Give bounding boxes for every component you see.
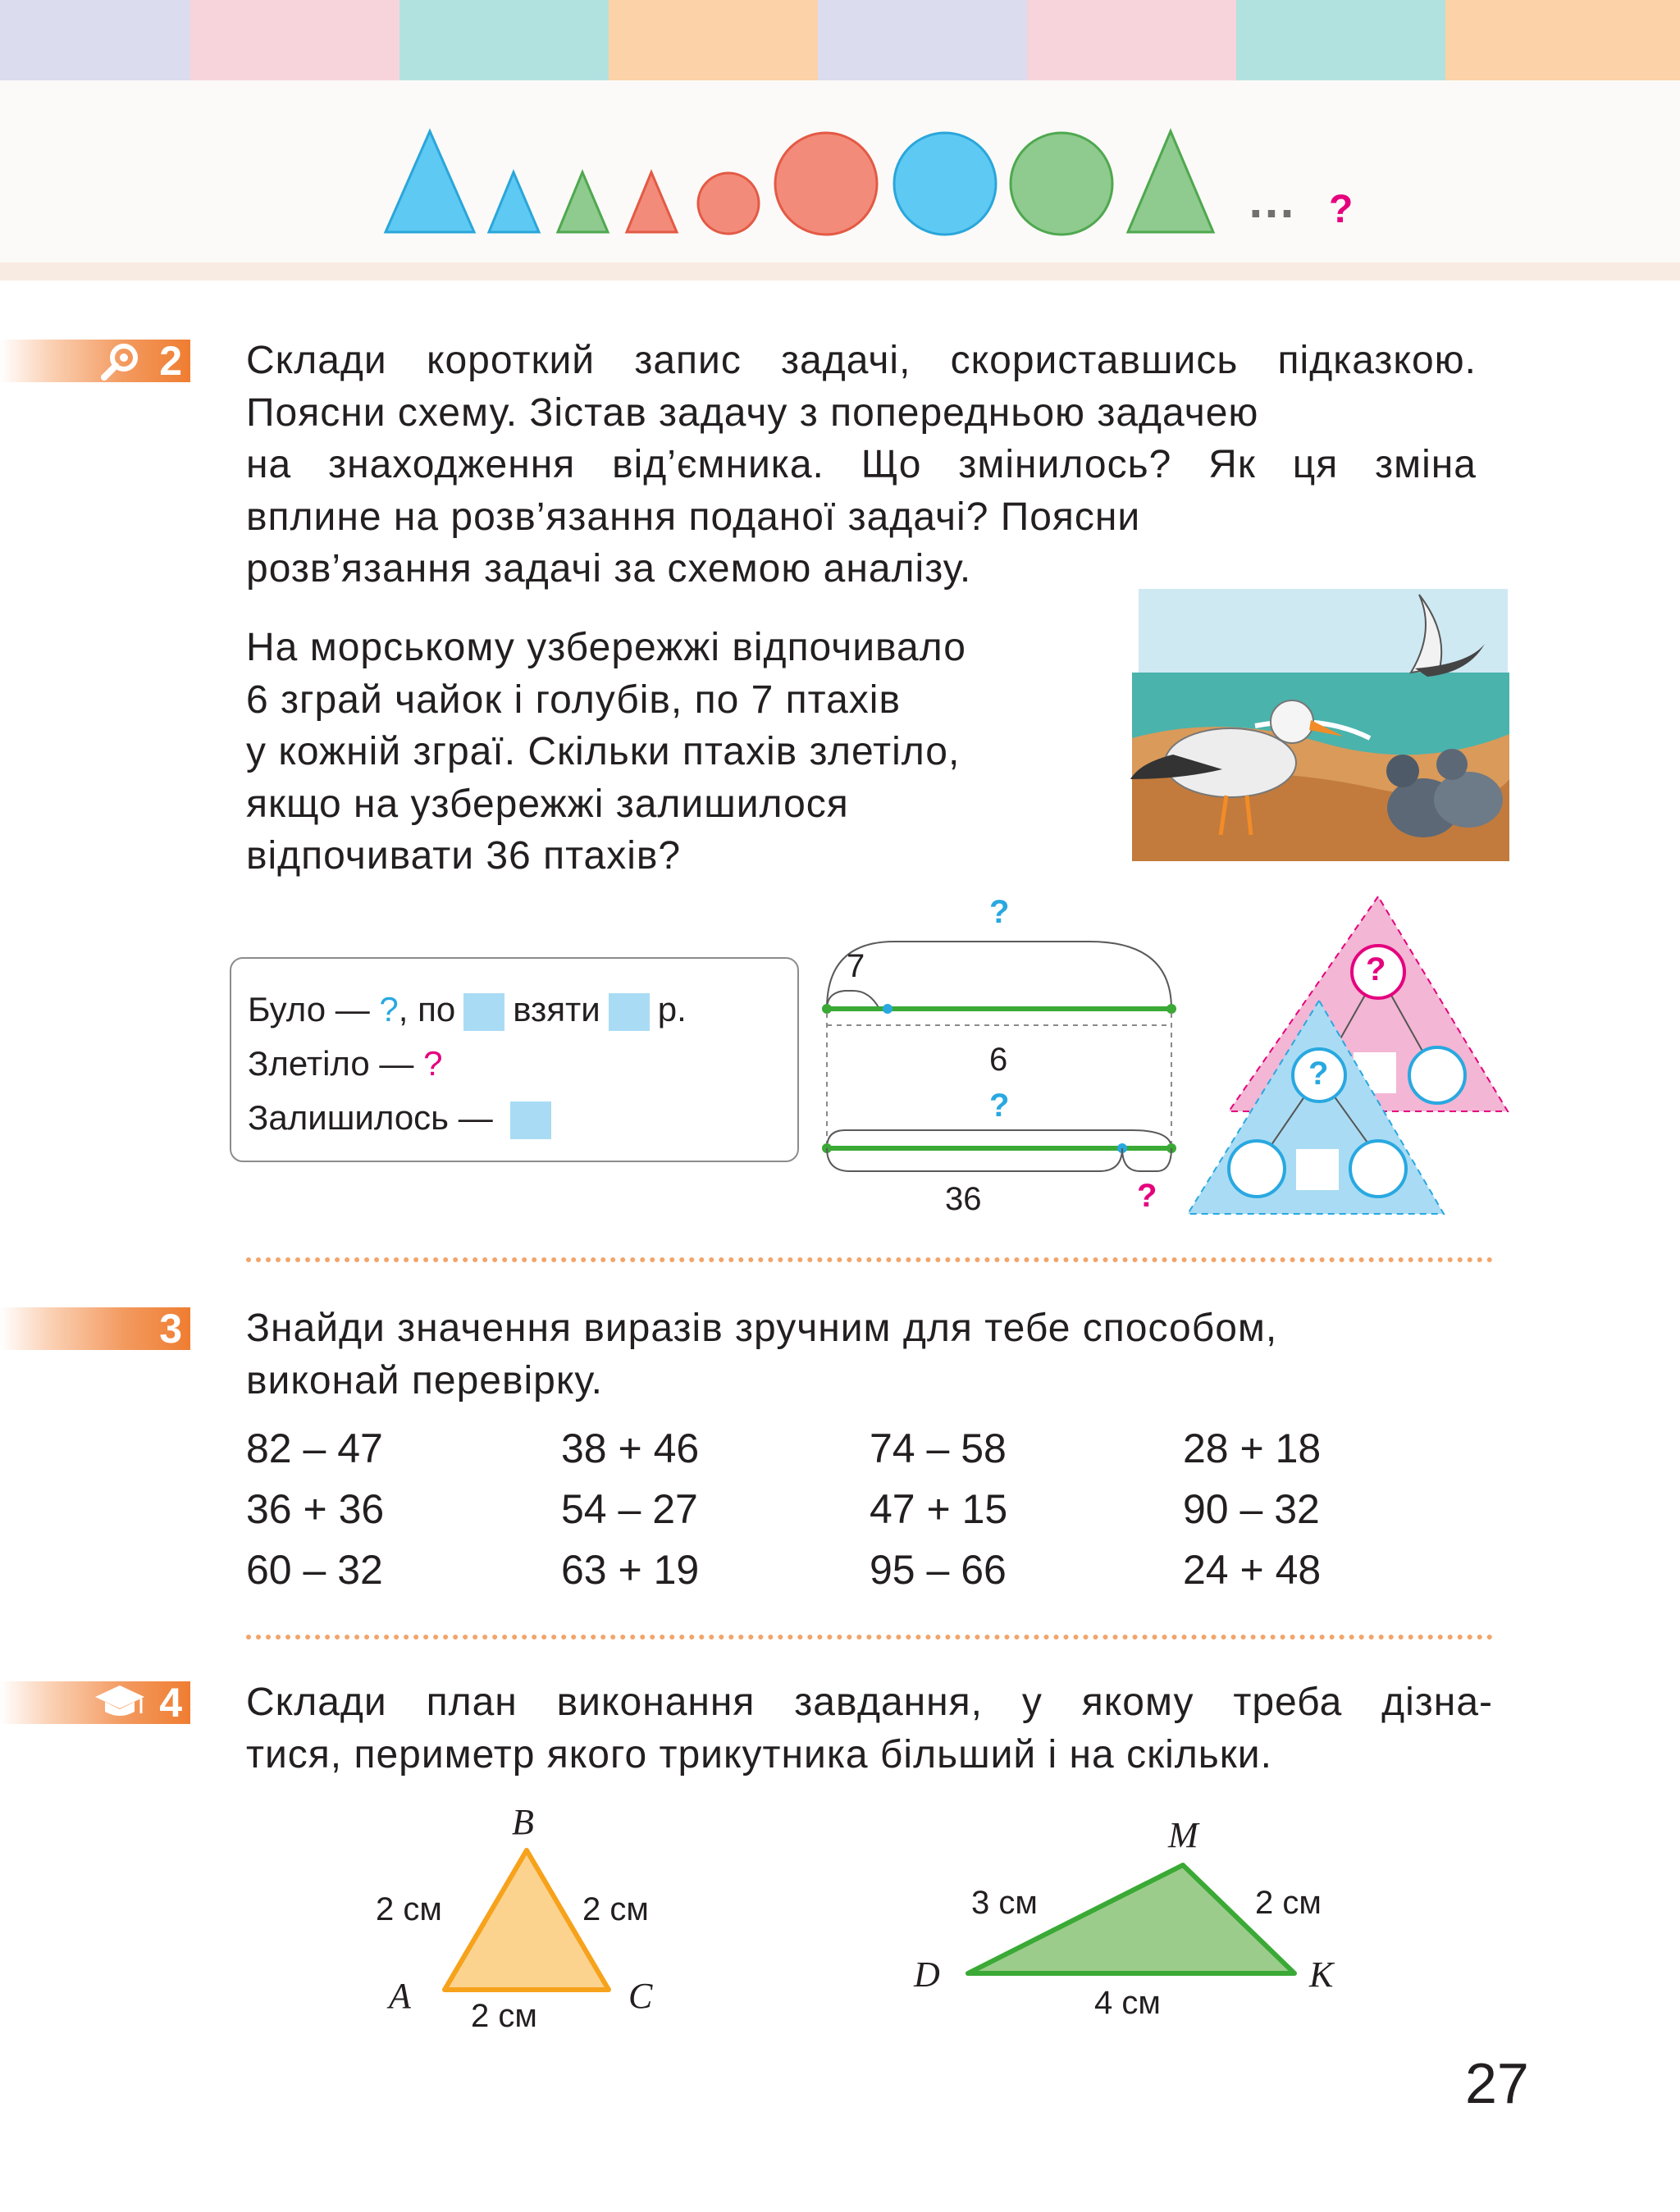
expression: 74 – 58 [870, 1425, 1007, 1471]
answer-blank[interactable] [609, 993, 650, 1031]
pattern-shape-7 [894, 133, 996, 235]
task-2-problem [246, 622, 1066, 883]
pattern-shape-5 [698, 173, 759, 234]
answer-circle[interactable] [1229, 1141, 1285, 1197]
stripe [0, 0, 190, 80]
seashore-birds-illustration [1124, 574, 1518, 878]
record-label: , по [398, 990, 456, 1028]
instruction-line: вплине на розв’язання поданої задачі? Поясни [246, 495, 1141, 539]
scheme-label-7: 7 [847, 948, 865, 984]
vertex-a: A [389, 1976, 411, 2016]
answer-square[interactable] [1296, 1149, 1339, 1190]
analysis-tree [1181, 890, 1518, 1218]
problem-line: На морському узбережжі відпочивало [246, 626, 966, 669]
task-number: 2 [159, 338, 182, 384]
record-label: Було — [248, 990, 380, 1028]
expression: 63 + 19 [561, 1547, 700, 1593]
pattern-shape-1 [386, 131, 474, 232]
instruction-line: на знаходження від’ємника. Що змінилось? Як ця зміна [246, 443, 1477, 486]
answer-blank[interactable] [463, 993, 504, 1031]
task-2-badge [0, 340, 190, 382]
side-dm-length: 3 см [971, 1885, 1038, 1921]
instruction-line: розв’язання задачі за схемою аналізу. [246, 547, 972, 591]
section-divider [246, 1635, 1493, 1640]
vertex-k: K [1309, 1954, 1334, 1995]
page-number: 27 [1465, 2051, 1529, 2115]
instruction-line: Поясни схему. Зістав задачу з попередньою задачею [246, 390, 1259, 435]
stripe [190, 0, 399, 80]
expression: 82 – 47 [246, 1425, 383, 1471]
problem-line: відпочивати 36 птахів? [246, 834, 682, 878]
record-label: Залишилось — [248, 1098, 503, 1137]
expression: 36 + 36 [246, 1486, 385, 1532]
task-2-instruction [246, 335, 1477, 595]
stripe [1445, 0, 1680, 80]
side-dk-length: 4 см [1094, 1985, 1161, 2021]
task-number: 4 [159, 1680, 182, 1726]
pattern-ellipsis: … [1247, 173, 1299, 228]
pattern-shape-9 [1128, 131, 1213, 232]
side-ab-length: 2 см [376, 1891, 442, 1927]
pattern-shape-2 [489, 172, 539, 232]
task-4-badge [0, 1681, 190, 1724]
vertex-d: D [914, 1954, 940, 1995]
tree-pink-question: ? [1366, 951, 1386, 987]
stripe [609, 0, 818, 80]
side-mk-length: 2 см [1255, 1885, 1322, 1921]
scheme-top-question: ? [989, 894, 1010, 930]
magnifier-icon [100, 341, 141, 381]
record-line-1 [248, 990, 687, 1031]
expression: 24 + 48 [1183, 1547, 1322, 1593]
problem-line: у кожній зграї. Скільки птахів злетіло, [246, 730, 961, 773]
expression: 47 + 15 [870, 1486, 1008, 1532]
instruction-line: Знайди значення виразів зручним для тебе способом, [246, 1307, 1278, 1350]
instruction-line: Склади план виконання завдання, у якому треба дізна- [246, 1681, 1493, 1724]
task-number: 3 [159, 1306, 182, 1352]
scheme-middle-question: ? [989, 1088, 1010, 1124]
task-3-badge [0, 1307, 190, 1350]
side-ac-length: 2 см [471, 1998, 537, 2034]
vertex-m: M [1168, 1815, 1198, 1855]
record-line-2 [248, 1044, 442, 1083]
vertex-c: C [628, 1976, 653, 2016]
stripe [818, 0, 1027, 80]
pattern-question: ? [1329, 188, 1354, 231]
record-label: Злетіло — [248, 1044, 424, 1083]
side-bc-length: 2 см [582, 1891, 649, 1927]
pattern-shape-6 [775, 133, 877, 235]
stripe [1236, 0, 1445, 80]
expression: 90 – 32 [1183, 1486, 1320, 1532]
scheme-right-question: ? [1137, 1178, 1157, 1214]
instruction-line: тися, периметр якого трикутника більший і на скільки. [246, 1732, 1272, 1776]
unknown-marker: ? [379, 990, 399, 1028]
record-label: р. [657, 990, 687, 1028]
pattern-shape-3 [558, 172, 608, 232]
instruction-line: виконай перевірку. [246, 1358, 603, 1402]
instruction-line: Склади короткий запис задачі, скориставшись підказкою. [246, 339, 1477, 382]
record-line-3 [248, 1098, 559, 1139]
short-record-box [230, 957, 799, 1162]
tree-blue-question: ? [1308, 1056, 1329, 1092]
record-label: взяти [513, 990, 600, 1028]
shape-pattern [0, 80, 1680, 277]
scheme-label-36: 36 [945, 1181, 982, 1217]
expression: 95 – 66 [870, 1547, 1007, 1593]
answer-blank[interactable] [510, 1101, 551, 1139]
task-4-instruction [246, 1676, 1493, 1781]
unknown-marker: ? [423, 1044, 443, 1083]
problem-line: якщо на узбережжі залишилося [246, 782, 849, 826]
answer-circle[interactable] [1350, 1141, 1406, 1197]
section-divider [246, 1257, 1493, 1262]
task-3-instruction [246, 1302, 1477, 1407]
pattern-shape-4 [627, 172, 677, 232]
graduation-cap-icon [94, 1684, 146, 1722]
scheme-label-6: 6 [989, 1042, 1008, 1078]
stripe [1027, 0, 1236, 80]
expression: 28 + 18 [1183, 1425, 1322, 1471]
pattern-shape-8 [1011, 133, 1112, 235]
stripe [399, 0, 609, 80]
problem-line: 6 зграй чайок і голубів, по 7 птахів [246, 677, 901, 722]
vertex-b: B [512, 1802, 534, 1842]
expression: 54 – 27 [561, 1486, 698, 1532]
expression: 38 + 46 [561, 1425, 700, 1471]
expression: 60 – 32 [246, 1547, 383, 1593]
answer-circle[interactable] [1409, 1047, 1465, 1103]
